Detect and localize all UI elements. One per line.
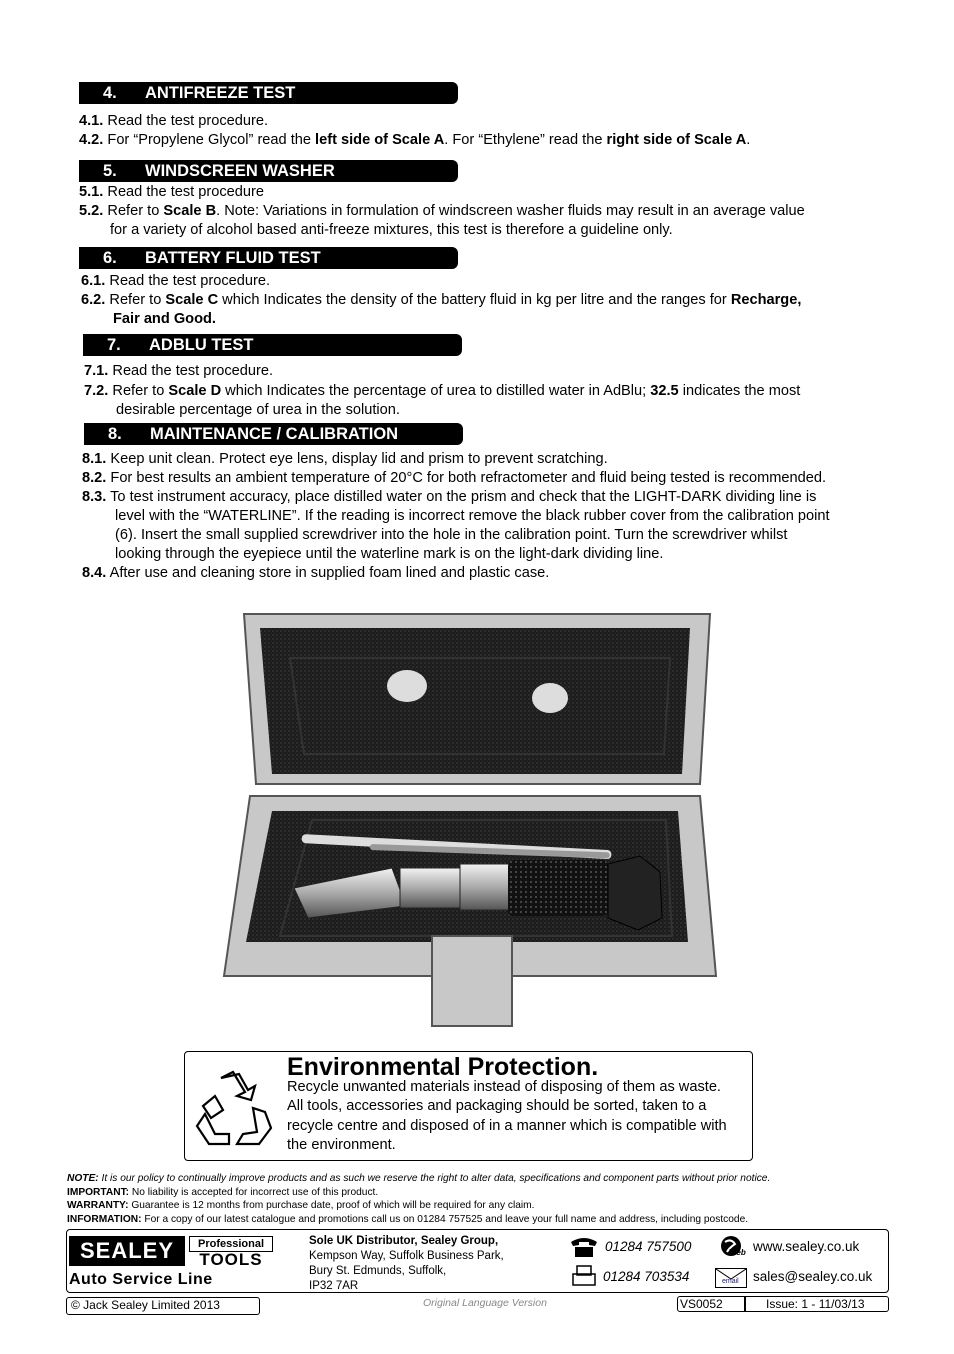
- section-title: BATTERY FLUID TEST: [145, 249, 321, 267]
- item-6-2-cont: Fair and Good.: [113, 311, 216, 327]
- email-link[interactable]: sales@sealey.co.uk: [753, 1269, 873, 1284]
- sealey-logo: [69, 1234, 273, 1290]
- item-6-1: 6.1. Read the test procedure.: [81, 273, 271, 289]
- item-8-3-cont: (6). Insert the small supplied screwdriver into the hole in the calibration point. Turn the screwdriver whilst: [115, 527, 788, 543]
- item-8-3-cont: level with the “WATERLINE”. If the reading is incorrect remove the black rubber cover from the calibration point: [115, 508, 830, 524]
- fax-icon: [569, 1264, 599, 1286]
- item-7-1: 7.1. Read the test procedure.: [84, 363, 274, 379]
- web-icon: [719, 1234, 749, 1260]
- divider: [744, 1297, 746, 1311]
- section-title: MAINTENANCE / CALIBRATION: [150, 425, 399, 443]
- item-5-2: 5.2. Refer to Scale B. Note: Variations in formulation of windscreen washer fluids may result in an average value: [79, 203, 805, 219]
- doc-code-box: [677, 1296, 889, 1312]
- refractometer-case-image: [220, 606, 720, 1030]
- item-8-4: 8.4. After use and cleaning store in supplied foam lined and plastic case.: [82, 565, 550, 581]
- fax-number[interactable]: 01284 703534: [603, 1269, 690, 1284]
- section-7-header: [83, 334, 462, 356]
- environmental-protection-box: [184, 1051, 753, 1161]
- section-number: 6.: [103, 249, 117, 267]
- logo-line-text: Auto Service Line: [69, 1271, 213, 1288]
- address-block: [309, 1234, 504, 1294]
- email-icon-label: email: [722, 1278, 739, 1285]
- section-number: 5.: [103, 162, 117, 180]
- address-line: Kempson Way, Suffolk Business Park,: [309, 1250, 504, 1262]
- note-line: NOTE: It is our policy to continually improve products and as such we reserve the right to alter data, specifications and component parts without prior notice.: [67, 1173, 771, 1184]
- footer-box: [66, 1229, 889, 1293]
- item-4-1: 4.1. Read the test procedure.: [79, 113, 269, 129]
- doc-code: VS0052: [680, 1297, 723, 1311]
- address-line: IP32 7AR: [309, 1280, 359, 1292]
- address-line: Bury St. Edmunds, Suffolk,: [309, 1265, 447, 1277]
- language-version: Original Language Version: [423, 1297, 547, 1309]
- env-body: Recycle unwanted materials instead of disposing of them as waste. All tools, accessories and packaging should be sorted, taken to a recycle centre and disposed of in a manner which is compatible with the environment.: [287, 1079, 727, 1153]
- item-6-2: 6.2. Refer to Scale C which Indicates the density of the battery fluid in kg per litre and the ranges for Recharge,: [81, 292, 802, 308]
- important-line: IMPORTANT: No liability is accepted for incorrect use of this product.: [67, 1187, 379, 1198]
- copyright: © Jack Sealey Limited 2013: [66, 1297, 260, 1315]
- information-line: INFORMATION: For a copy of our latest catalogue and promotions call us on 01284 757525 and leave your full name and address, including postcode.: [67, 1214, 749, 1225]
- logo-professional-text: Professional: [189, 1236, 273, 1252]
- section-8-header: [84, 423, 463, 445]
- phone-number[interactable]: 01284 757500: [605, 1239, 692, 1254]
- logo-sealey-text: SEALEY: [69, 1236, 185, 1266]
- section-title: ANTIFREEZE TEST: [145, 84, 296, 102]
- logo-tools-text: TOOLS: [199, 1250, 263, 1269]
- section-5-header: [79, 160, 458, 182]
- phone-icon: [569, 1236, 599, 1258]
- section-number: 7.: [107, 336, 121, 354]
- item-8-3: 8.3. To test instrument accuracy, place distilled water on the prism and check that the LIGHT-DARK dividing line is: [82, 489, 817, 505]
- section-title: ADBLU TEST: [149, 336, 254, 354]
- email-icon: [715, 1268, 747, 1288]
- web-icon-label: Web: [729, 1248, 746, 1257]
- web-link[interactable]: www.sealey.co.uk: [753, 1239, 860, 1254]
- issue-date: Issue: 1 - 11/03/13: [766, 1297, 865, 1311]
- item-5-1: 5.1. Read the test procedure: [79, 184, 264, 200]
- item-4-2: 4.2. For “Propylene Glycol” read the left side of Scale A. For “Ethylene” read the right side of Scale A.: [79, 132, 751, 148]
- section-title: WINDSCREEN WASHER: [145, 162, 335, 180]
- item-8-2: 8.2. For best results an ambient temperature of 20°C for both refractometer and fluid being tested is recommended.: [82, 470, 827, 486]
- distributor: Sole UK Distributor, Sealey Group,: [309, 1235, 499, 1247]
- item-7-2: 7.2. Refer to Scale D which Indicates the percentage of urea to distilled water in AdBlu; 32.5 indicates the most: [84, 383, 801, 399]
- recycle-icon: [193, 1068, 273, 1148]
- section-6-header: [79, 247, 458, 269]
- item-8-3-cont: looking through the eyepiece until the waterline mark is on the light-dark dividing line.: [115, 546, 664, 562]
- warranty-line: WARRANTY: Guarantee is 12 months from purchase date, proof of which will be required for any claim.: [67, 1200, 535, 1211]
- env-title: Environmental Protection.: [287, 1053, 599, 1081]
- item-5-2-cont: for a variety of alcohol based anti-freeze mixtures, this test is therefore a guideline only.: [110, 222, 673, 238]
- item-8-1: 8.1. Keep unit clean. Protect eye lens, display lid and prism to prevent scratching.: [82, 451, 608, 467]
- section-number: 4.: [103, 84, 117, 102]
- section-4-header: [79, 82, 458, 104]
- item-7-2-cont: desirable percentage of urea in the solution.: [116, 402, 400, 418]
- section-number: 8.: [108, 425, 122, 443]
